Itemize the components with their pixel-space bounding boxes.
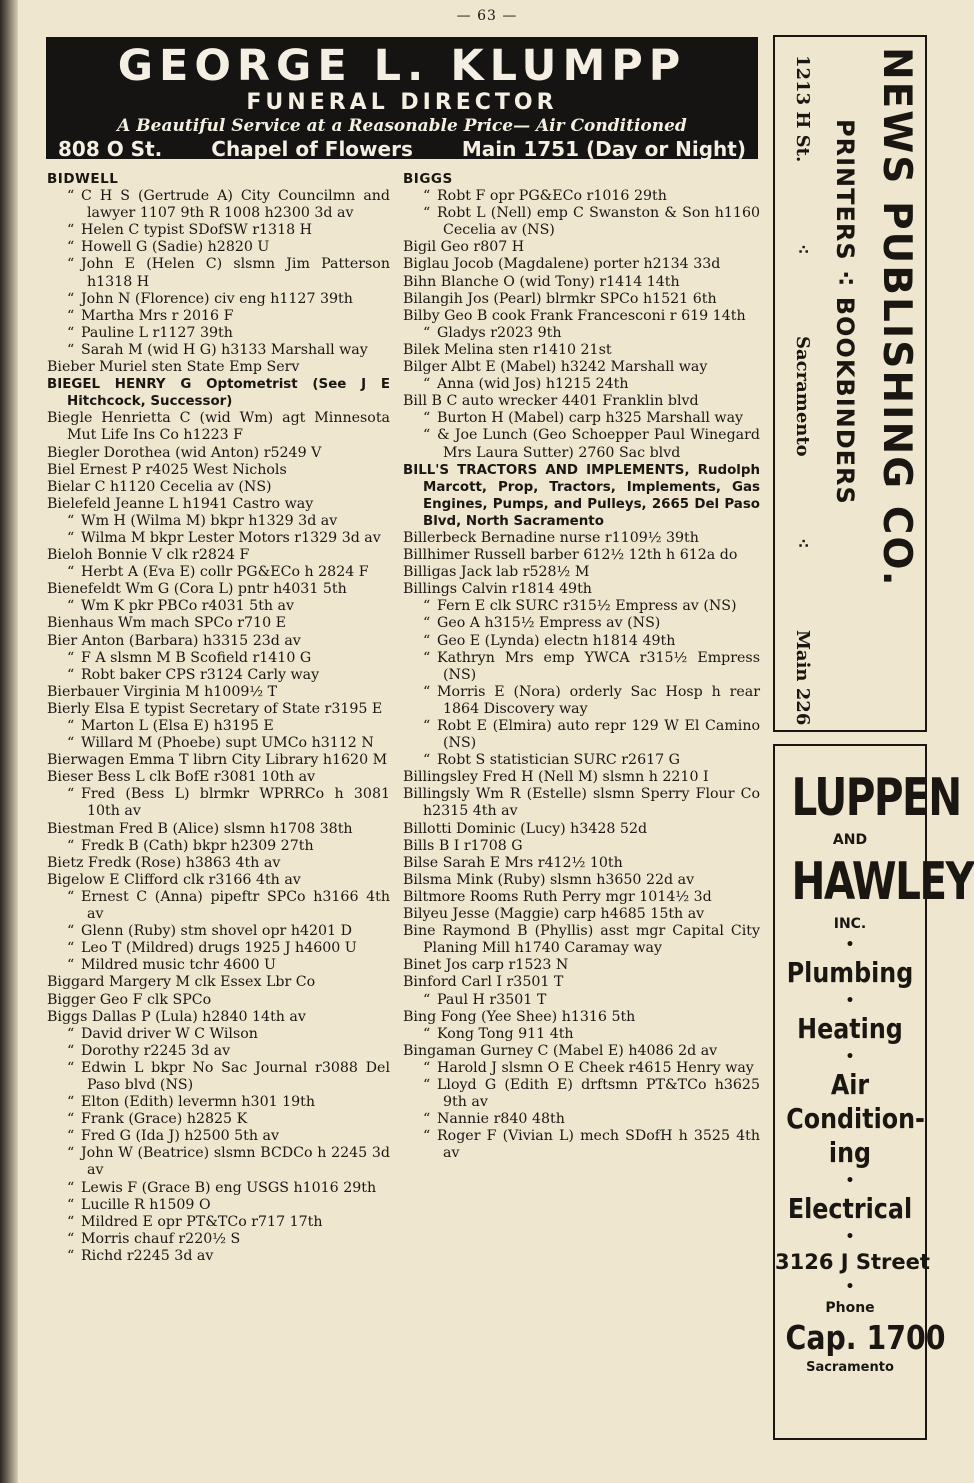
- listing-entry: [403, 1111, 760, 1128]
- listing-text: Fredk B (Cath) bkpr h2309 27th: [81, 837, 314, 854]
- listing-text: Wilma M bkpr Lester Motors r1329 3d av: [81, 529, 381, 546]
- listing-entry: [47, 992, 390, 1009]
- lh-inc: INC.: [833, 916, 867, 932]
- listing-entry: [47, 496, 390, 513]
- ditto-mark-icon: “: [423, 1111, 431, 1128]
- ditto-mark-icon: “: [423, 1076, 431, 1093]
- listing-entry: [403, 291, 760, 308]
- listing-text: Wm K pkr PBCo r4031 5th av: [81, 598, 295, 615]
- listing-text: Billings Calvin r1814 49th: [403, 581, 592, 598]
- listing-entry: [47, 1060, 390, 1094]
- ditto-mark-icon: “: [423, 410, 431, 427]
- listing-text: Billhimer Russell barber 612½ 12th h 612a do: [403, 547, 738, 564]
- listing-text: Bingaman Gurney C (Mabel E) h4086 2d av: [403, 1042, 718, 1059]
- ditto-mark-icon: “: [423, 1025, 431, 1042]
- ad-address: 808 O St.: [58, 137, 163, 161]
- ditto-mark-icon: “: [67, 837, 75, 854]
- news-ad-address-row: [783, 55, 813, 725]
- listing-entry: [47, 615, 390, 632]
- ditto-mark-icon: “: [423, 752, 431, 769]
- lh-service: Air: [830, 1068, 870, 1101]
- listing-entry: [47, 1214, 390, 1231]
- listing-text: Bienhaus Wm mach SPCo r710 E: [47, 615, 286, 632]
- ditto-mark-icon: “: [67, 735, 75, 752]
- news-publishing-ad: [773, 35, 927, 732]
- ditto-mark-icon: “: [67, 341, 75, 358]
- ditto-mark-icon: “: [67, 564, 75, 581]
- listing-entry: [47, 376, 390, 410]
- listing-entry: [47, 1094, 390, 1111]
- news-ad-separator: ⁖: [792, 243, 813, 255]
- ditto-mark-icon: “: [67, 324, 75, 341]
- listing-entry: [47, 889, 390, 923]
- listing-text: Geo A h315½ Empress av (NS): [437, 615, 661, 632]
- listing-entry: [47, 171, 390, 188]
- listing-entry: [403, 376, 760, 393]
- listing-text: Sarah M (wid H G) h3133 Marshall way: [81, 341, 368, 358]
- listing-text: Bilek Melina sten r1410 21st: [403, 341, 612, 358]
- news-ad-name: NEWS PUBLISHING CO.: [874, 47, 919, 588]
- lh-name-luppen: LUPPEN: [791, 768, 961, 828]
- ditto-mark-icon: “: [423, 376, 431, 393]
- listing-entry: [47, 308, 390, 325]
- listing-entry: [403, 359, 760, 376]
- news-ad-phone: Main 226: [792, 629, 813, 725]
- listing-text: Bihn Blanche O (wid Tony) r1414 14th: [403, 273, 680, 290]
- listing-text: BILL'S TRACTORS AND IMPLEMENTS, Rudolph Marcott, Prop, Tractors, Implements, Gas Engines, Pumps, and Pulleys, 2665 Del Paso Blvd, North Sacramento: [403, 462, 760, 529]
- listing-text: Fred (Bess L) blrmkr WPRRCo h 3081 10th av: [81, 786, 390, 820]
- listing-text: Bielefeld Jeanne L h1941 Castro way: [47, 495, 314, 512]
- ad-contact-row: [46, 137, 758, 161]
- ad-business-name: GEORGE L. KLUMPP: [117, 41, 687, 91]
- news-ad-city: Sacramento: [792, 335, 813, 457]
- listing-text: Billingsley Fred H (Nell M) slsmn h 2210 I: [403, 769, 709, 786]
- listing-entry: [47, 547, 390, 564]
- listing-text: Bilsma Mink (Ruby) slsmn h3650 22d av: [403, 871, 695, 888]
- bullet-icon: •: [845, 993, 855, 1009]
- listing-text: Geo E (Lynda) electn h1814 49th: [437, 632, 676, 649]
- listing-text: Fred G (Ida J) h2500 5th av: [81, 1128, 279, 1145]
- listing-text: Herbt A (Eva E) collr PG&ECo h 2824 F: [81, 564, 369, 581]
- listing-entry: [47, 342, 390, 359]
- funeral-director-ad: [46, 37, 758, 159]
- listing-entry: [47, 786, 390, 820]
- listing-text: Bilyeu Jesse (Maggie) carp h4685 15th av: [403, 906, 705, 923]
- listing-text: John N (Florence) civ eng h1127 39th: [81, 290, 353, 307]
- lh-city: Sacramento: [806, 1360, 894, 1375]
- ditto-mark-icon: “: [67, 307, 75, 324]
- listing-entry: [403, 838, 760, 855]
- ditto-mark-icon: “: [67, 957, 75, 974]
- listing-text: Dorothy r2245 3d av: [81, 1042, 231, 1059]
- listing-entry: [47, 581, 390, 598]
- ditto-mark-icon: “: [423, 1128, 431, 1145]
- listing-text: Bilse Sarah E Mrs r412½ 10th: [403, 854, 623, 871]
- listing-text: Bing Fong (Yee Shee) h1316 5th: [403, 1008, 636, 1025]
- listing-entry: [47, 256, 390, 290]
- listing-text: Robt F opr PG&ECo r1016 29th: [437, 188, 667, 205]
- listing-entry: [47, 325, 390, 342]
- listing-entry: [47, 735, 390, 752]
- ditto-mark-icon: “: [67, 786, 75, 803]
- news-ad-street: 1213 H St.: [792, 55, 813, 163]
- listing-text: Howell G (Sadie) h2820 U: [81, 239, 270, 256]
- listing-text: Biegler Dorothea (wid Anton) r5249 V: [47, 444, 322, 461]
- listing-entry: [403, 1043, 760, 1060]
- listing-text: Lloyd G (Edith E) drftsmn PT&TCo h3625 9th av: [437, 1076, 760, 1111]
- ditto-mark-icon: “: [67, 1179, 75, 1196]
- listing-text: Biel Ernest P r4025 West Nichols: [47, 461, 287, 478]
- listing-entry: [47, 1111, 390, 1128]
- listing-text: Morris chauf r220½ S: [81, 1230, 241, 1247]
- listing-text: Kathryn Mrs emp YWCA r315½ Empress (NS): [437, 649, 760, 683]
- ditto-mark-icon: “: [67, 1094, 75, 1111]
- listing-text: BIDWELL: [47, 171, 119, 187]
- listing-entry: [47, 1026, 390, 1043]
- listing-entry: [47, 957, 390, 974]
- lh-phone: Cap. 1700: [785, 1318, 946, 1357]
- listing-text: Biegle Henrietta C (wid Wm) agt Minnesota Mut Life Ins Co h1223 F: [47, 410, 390, 444]
- listing-entry: [47, 872, 390, 889]
- ditto-mark-icon: “: [423, 598, 431, 615]
- listing-text: Edwin L bkpr No Sac Journal r3088 Del Paso blvd (NS): [81, 1059, 390, 1093]
- listing-text: Lewis F (Grace B) eng USGS h1016 29th: [81, 1179, 377, 1196]
- ditto-mark-icon: “: [67, 222, 75, 239]
- bullet-icon: •: [845, 1173, 855, 1189]
- ad-chapel: Chapel of Flowers: [211, 137, 413, 161]
- listing-text: Biglau Jocob (Magdalene) porter h2134 33d: [403, 256, 721, 273]
- listing-text: C H S (Gertrude A) City Councilmn and lawyer 1107 9th R 1008 h2300 3d av: [81, 188, 390, 222]
- listing-entry: [403, 752, 760, 769]
- listing-entry: [403, 633, 760, 650]
- listing-entry: [47, 1043, 390, 1060]
- ditto-mark-icon: “: [67, 940, 75, 957]
- listing-text: Burton H (Mabel) carp h325 Marshall way: [437, 410, 744, 427]
- ditto-mark-icon: “: [67, 290, 75, 307]
- listing-text: BIGGS: [403, 171, 453, 187]
- listing-entry: [403, 239, 760, 256]
- listing-entry: [403, 821, 760, 838]
- listing-entry: [403, 1077, 760, 1111]
- listing-entry: [47, 821, 390, 838]
- listing-text: Binet Jos carp r1523 N: [403, 957, 569, 974]
- ditto-mark-icon: “: [67, 1230, 75, 1247]
- listing-entry: [403, 974, 760, 991]
- ditto-mark-icon: “: [67, 888, 75, 905]
- listing-text: Billigas Jack lab r528½ M: [403, 564, 590, 581]
- directory-column-right: [403, 171, 760, 1162]
- listing-entry: [47, 479, 390, 496]
- listing-entry: [403, 769, 760, 786]
- listing-text: Bieser Bess L clk BofE r3081 10th av: [47, 769, 316, 786]
- listing-text: Bierwagen Emma T librn City Library h1620 M: [47, 752, 388, 769]
- listing-text: Ernest C (Anna) pipeftr SPCo h3166 4th av: [81, 888, 390, 923]
- listing-entry: [403, 274, 760, 291]
- bullet-icon: •: [845, 1279, 855, 1295]
- listing-text: Robt E (Elmira) auto repr 129 W El Camino (NS): [437, 718, 760, 752]
- bullet-icon: •: [845, 937, 855, 953]
- listing-entry: [403, 410, 760, 427]
- listing-entry: [403, 889, 760, 906]
- listing-entry: [403, 786, 760, 820]
- listing-entry: [47, 1128, 390, 1145]
- listing-text: Lucille R h1509 O: [81, 1196, 211, 1213]
- listing-entry: [403, 256, 760, 273]
- lh-street: 3126 J Street: [775, 1250, 930, 1274]
- listing-entry: [47, 1197, 390, 1214]
- listing-entry: [403, 1009, 760, 1026]
- ditto-mark-icon: “: [67, 649, 75, 666]
- listing-entry: [403, 718, 760, 752]
- listing-entry: [403, 855, 760, 872]
- bullet-icon: •: [845, 1229, 855, 1245]
- news-ad-separator: ⁖: [792, 537, 813, 549]
- ditto-mark-icon: “: [67, 239, 75, 256]
- ditto-mark-icon: “: [67, 529, 75, 546]
- lh-name-hawley: HAWLEY: [791, 852, 974, 912]
- listing-entry: [47, 564, 390, 581]
- listing-text: Frank (Grace) h2825 K: [81, 1111, 248, 1128]
- lh-service: Condition-: [786, 1102, 925, 1135]
- listing-text: Bigil Geo r807 H: [403, 239, 525, 256]
- ditto-mark-icon: “: [423, 205, 431, 222]
- listing-entry: [403, 581, 760, 598]
- listing-entry: [47, 974, 390, 991]
- listing-entry: [403, 462, 760, 530]
- ditto-mark-icon: “: [67, 1025, 75, 1042]
- listing-entry: [403, 906, 760, 923]
- listing-text: Gladys r2023 9th: [437, 324, 562, 341]
- listing-text: Binford Carl I r3501 T: [403, 974, 564, 991]
- luppen-hawley-ad: [773, 744, 974, 1440]
- listing-text: Bierly Elsa E typist Secretary of State r3195 E: [47, 700, 383, 717]
- bullet-icon: •: [845, 1049, 855, 1065]
- listing-entry: [403, 992, 760, 1009]
- listing-entry: [403, 684, 760, 718]
- listing-entry: [47, 633, 390, 650]
- listing-text: Fern E clk SURC r315½ Empress av (NS): [437, 598, 737, 615]
- listing-text: Bierbauer Virginia M h1009½ T: [47, 683, 278, 700]
- listing-text: Marton L (Elsa E) h3195 E: [81, 718, 274, 734]
- listing-text: BIEGEL HENRY G Optometrist (See J E Hitchcock, Successor): [47, 377, 390, 410]
- listing-text: Bilger Albt E (Mabel) h3242 Marshall way: [403, 359, 708, 376]
- listing-entry: [47, 291, 390, 308]
- listing-text: Bine Raymond B (Phyllis) asst mgr Capital City Planing Mill h1740 Caramay way: [403, 923, 760, 957]
- listing-text: Martha Mrs r 2016 F: [81, 307, 234, 324]
- listing-entry: [47, 752, 390, 769]
- lh-and: AND: [832, 832, 868, 848]
- listing-text: Morris E (Nora) orderly Sac Hosp h rear 1864 Discovery way: [437, 683, 760, 717]
- listing-text: Biggs Dallas P (Lula) h2840 14th av: [47, 1008, 306, 1025]
- listing-entry: [403, 342, 760, 359]
- page-number: — 63 —: [456, 8, 518, 24]
- ditto-mark-icon: “: [67, 1213, 75, 1230]
- listing-text: Willard M (Phoebe) supt UMCo h3112 N: [81, 735, 374, 752]
- listing-text: Bill B C auto wrecker 4401 Franklin blvd: [403, 393, 699, 410]
- ditto-mark-icon: “: [67, 718, 75, 734]
- listing-text: Bier Anton (Barbara) h3315 23d av: [47, 632, 301, 649]
- ditto-mark-icon: “: [67, 1042, 75, 1059]
- ditto-mark-icon: “: [67, 1128, 75, 1145]
- listing-text: Wm H (Wilma M) bkpr h1329 3d av: [81, 512, 338, 529]
- ditto-mark-icon: “: [67, 1145, 75, 1162]
- listing-text: Bieloh Bonnie V clk r2824 F: [47, 547, 250, 564]
- news-ad-services: PRINTERS ⁖ BOOKBINDERS: [831, 119, 859, 505]
- listing-entry: [47, 684, 390, 701]
- ditto-mark-icon: “: [423, 649, 431, 666]
- ditto-mark-icon: “: [423, 683, 431, 700]
- listing-entry: [47, 239, 390, 256]
- listing-entry: [47, 530, 390, 547]
- listing-entry: [403, 615, 760, 632]
- listing-entry: [47, 1145, 390, 1179]
- ad-business-title: FUNERAL DIRECTOR: [246, 90, 558, 115]
- listing-text: Bigelow E Clifford clk r3166 4th av: [47, 871, 301, 888]
- ditto-mark-icon: “: [67, 1196, 75, 1213]
- ditto-mark-icon: “: [423, 427, 431, 444]
- lh-phone-label: Phone: [825, 1300, 875, 1316]
- listing-entry: [403, 1026, 760, 1043]
- listing-text: Robt S statistician SURC r2617 G: [437, 752, 680, 769]
- listing-entry: [403, 308, 760, 325]
- listing-entry: [403, 923, 760, 957]
- lh-service: Plumbing: [786, 956, 914, 989]
- listing-entry: [403, 427, 760, 461]
- listing-entry: [47, 445, 390, 462]
- ditto-mark-icon: “: [67, 1111, 75, 1128]
- listing-text: Helen C typist SDofSW r1318 H: [81, 222, 313, 239]
- listing-text: Billingsly Wm R (Estelle) slsmn Sperry Flour Co h2315 4th av: [403, 786, 760, 820]
- ditto-mark-icon: “: [423, 615, 431, 632]
- listing-text: John E (Helen C) slsmn Jim Patterson h1318 H: [81, 256, 390, 290]
- listing-text: Mildred music tchr 4600 U: [81, 957, 276, 974]
- ditto-mark-icon: “: [67, 188, 75, 205]
- listing-entry: [403, 325, 760, 342]
- listing-text: Robt baker CPS r3124 Carly way: [81, 666, 320, 683]
- listing-text: Mildred E opr PT&TCo r717 17th: [81, 1213, 323, 1230]
- listing-text: David driver W C Wilson: [81, 1025, 258, 1042]
- listing-entry: [403, 188, 760, 205]
- listing-text: Biestman Fred B (Alice) slsmn h1708 38th: [47, 820, 353, 837]
- listing-entry: [47, 923, 390, 940]
- listing-text: Billotti Dominic (Lucy) h3428 52d: [403, 820, 648, 837]
- listing-text: Billerbeck Bernadine nurse r1109½ 39th: [403, 529, 699, 546]
- listing-entry: [47, 188, 390, 222]
- listing-text: Roger F (Vivian L) mech SDofH h 3525 4th av: [437, 1128, 760, 1162]
- listing-text: Bielar C h1120 Cecelia av (NS): [47, 478, 272, 495]
- listing-text: Leo T (Mildred) drugs 1925 J h4600 U: [81, 940, 357, 957]
- listing-text: Bilby Geo B cook Frank Francesconi r 619 14th: [403, 307, 746, 324]
- listing-text: Paul H r3501 T: [437, 991, 547, 1008]
- lh-service: Heating: [797, 1012, 903, 1045]
- listing-entry: [403, 171, 760, 188]
- listing-entry: [403, 1060, 760, 1077]
- ditto-mark-icon: “: [423, 1059, 431, 1076]
- listing-text: Robt L (Nell) emp C Swanston & Son h1160 Cecelia av (NS): [437, 205, 760, 239]
- ditto-mark-icon: “: [67, 1247, 75, 1264]
- listing-text: & Joe Lunch (Geo Schoepper Paul Winegard Mrs Laura Sutter) 2760 Sac blvd: [437, 427, 760, 461]
- ditto-mark-icon: “: [67, 598, 75, 615]
- listing-entry: [47, 1231, 390, 1248]
- listing-entry: [47, 359, 390, 376]
- directory-column-left: [47, 171, 390, 1265]
- listing-entry: [403, 957, 760, 974]
- listing-text: Bills B I r1708 G: [403, 837, 523, 854]
- ditto-mark-icon: “: [67, 256, 75, 273]
- listing-text: Anna (wid Jos) h1215 24th: [437, 376, 629, 393]
- listing-entry: [403, 598, 760, 615]
- listing-text: Glenn (Ruby) stm shovel opr h4201 D: [81, 923, 352, 940]
- listing-entry: [47, 940, 390, 957]
- listing-entry: [403, 205, 760, 239]
- ditto-mark-icon: “: [423, 718, 431, 734]
- listing-text: Richd r2245 3d av: [81, 1247, 214, 1264]
- ditto-mark-icon: “: [423, 991, 431, 1008]
- listing-entry: [47, 598, 390, 615]
- listing-text: Bilangih Jos (Pearl) blrmkr SPCo h1521 6th: [403, 290, 717, 307]
- listing-text: Elton (Edith) levermn h301 19th: [81, 1094, 316, 1111]
- listing-entry: [47, 222, 390, 239]
- listing-entry: [47, 855, 390, 872]
- ad-phone: Main 1751 (Day or Night): [461, 137, 746, 161]
- ditto-mark-icon: “: [67, 666, 75, 683]
- lh-service: ing: [828, 1136, 872, 1169]
- listing-text: Harold J slsmn O E Cheek r4615 Henry way: [437, 1059, 754, 1076]
- ad-slogan: A Beautiful Service at a Reasonable Price— Air Conditioned: [117, 116, 687, 136]
- ditto-mark-icon: “: [423, 632, 431, 649]
- listing-entry: [47, 1009, 390, 1026]
- ditto-mark-icon: “: [423, 188, 431, 205]
- ditto-mark-icon: “: [423, 324, 431, 341]
- listing-text: John W (Beatrice) slsmn BCDCo h 2245 3d av: [81, 1145, 390, 1179]
- listing-entry: [47, 769, 390, 786]
- listing-entry: [47, 650, 390, 667]
- listing-text: Nannie r840 48th: [437, 1111, 565, 1128]
- listing-text: Bietz Fredk (Rose) h3863 4th av: [47, 854, 281, 871]
- listing-entry: [47, 718, 390, 735]
- ditto-mark-icon: “: [67, 512, 75, 529]
- listing-entry: [47, 1248, 390, 1265]
- listing-entry: [47, 667, 390, 684]
- listing-entry: [403, 547, 760, 564]
- listing-entry: [403, 650, 760, 684]
- listing-text: Kong Tong 911 4th: [437, 1025, 574, 1042]
- listing-text: Bigger Geo F clk SPCo: [47, 991, 212, 1008]
- listing-text: Pauline L r1127 39th: [81, 324, 233, 341]
- listing-entry: [47, 410, 390, 444]
- ditto-mark-icon: “: [67, 923, 75, 940]
- listing-entry: [403, 564, 760, 581]
- listing-entry: [403, 530, 760, 547]
- page-binding-shadow: [0, 0, 18, 1483]
- listing-entry: [47, 701, 390, 718]
- listing-text: F A slsmn M B Scofield r1410 G: [81, 649, 312, 666]
- listing-text: Biltmore Rooms Ruth Perry mgr 1014½ 3d: [403, 888, 712, 905]
- listing-entry: [47, 1180, 390, 1197]
- listing-entry: [47, 513, 390, 530]
- listing-entry: [403, 872, 760, 889]
- lh-service: Electrical: [787, 1192, 913, 1225]
- listing-entry: [403, 393, 760, 410]
- listing-entry: [47, 838, 390, 855]
- listing-text: Biggard Margery M clk Essex Lbr Co: [47, 974, 316, 991]
- listing-entry: [403, 1128, 760, 1162]
- listing-text: Bienefeldt Wm G (Cora L) pntr h4031 5th: [47, 581, 347, 598]
- ditto-mark-icon: “: [67, 1059, 75, 1076]
- listing-text: Bieber Muriel sten State Emp Serv: [47, 359, 300, 376]
- listing-entry: [47, 462, 390, 479]
